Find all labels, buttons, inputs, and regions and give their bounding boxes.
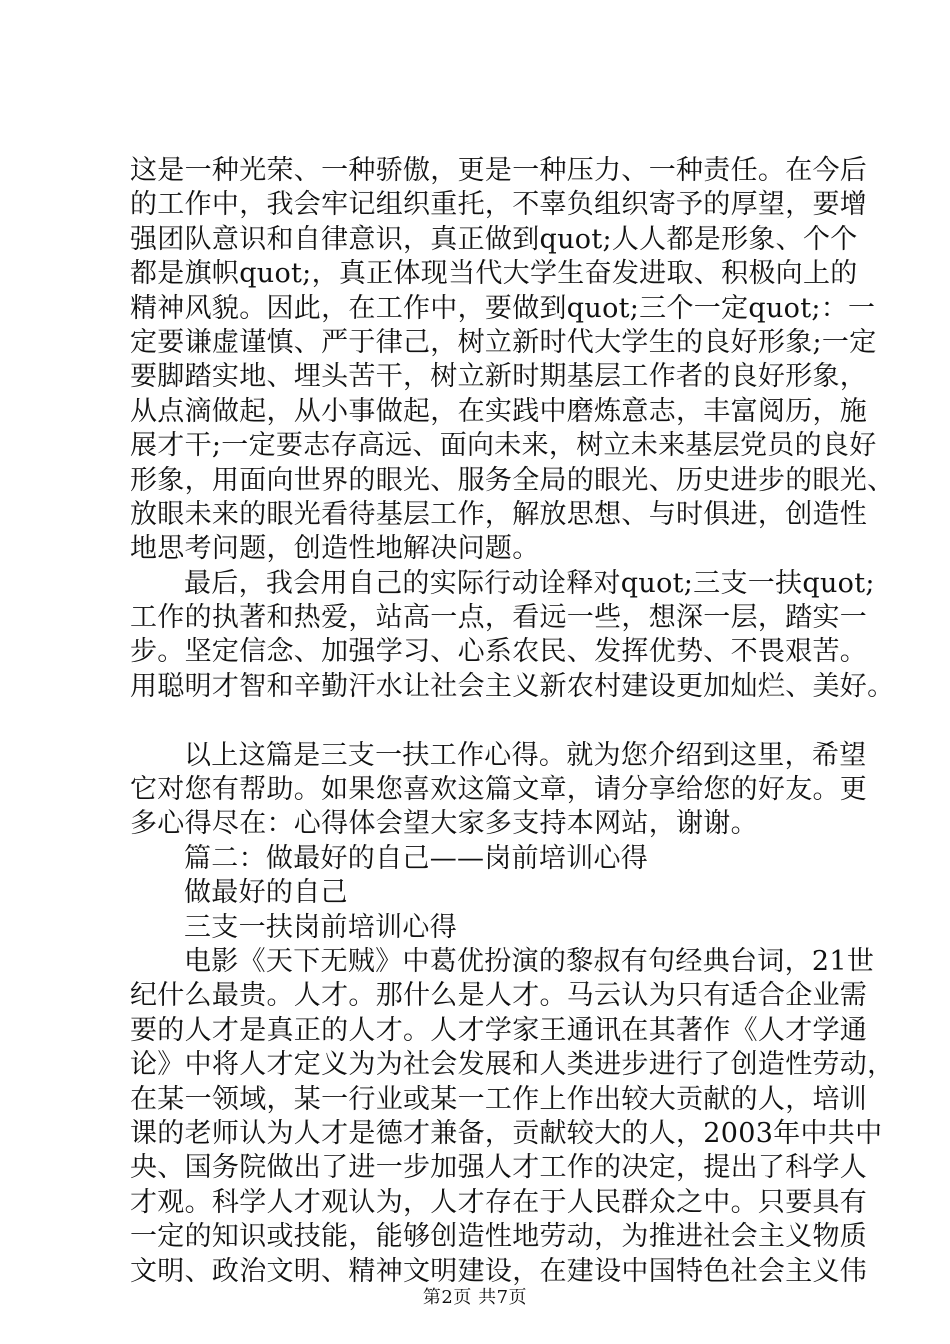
text-line: 用聪明才智和辛勤汗水让社会主义新农村建设更加灿烂、美好。 (130, 670, 895, 702)
text-line: 要的人才是真正的人才。人才学家王通讯在其著作《人才学通 (130, 1014, 868, 1046)
page-number: 第2页 共7页 (422, 1287, 528, 1308)
text-line: 在某一领域，某一行业或某一工作上作出较大贡献的人，培训 (130, 1083, 868, 1115)
text-line: 一定的知识或技能，能够创造性地劳动，为推进社会主义物质 (130, 1221, 868, 1253)
text-line: 央、国务院做出了进一步加强人才工作的决定，提出了科学人 (130, 1152, 868, 1184)
text-line: 步。坚定信念、加强学习、心系农民、发挥优势、不畏艰苦。 (130, 636, 868, 668)
paragraph-first-line: 电影《天下无贼》中葛优扮演的黎叔有句经典台词，21世 (184, 945, 875, 977)
text-line: 才观。科学人才观认为，人才存在于人民群众之中。只要具有 (130, 1186, 868, 1218)
article-subtitle: 三支一扶岗前培训心得 (184, 911, 457, 943)
text-line: 它对您有帮助。如果您喜欢这篇文章，请分享给您的好友。更 (130, 774, 868, 806)
document-body (130, 154, 895, 1289)
text-line: 多心得尽在：心得体会望大家多支持本网站，谢谢。 (130, 808, 758, 840)
article-title: 做最好的自己 (184, 877, 348, 909)
section-heading: 篇二：做最好的自己——岗前培训心得 (184, 842, 649, 874)
text-line: 形象，用面向世界的眼光、服务全局的眼光、历史进步的眼光、 (130, 464, 895, 496)
text-line: 纪什么最贵。人才。那什么是人才。马云认为只有适合企业需 (130, 980, 868, 1012)
blank-line (130, 704, 830, 738)
text-line: 工作的执著和热爱，站高一点，看远一些，想深一层，踏实一 (130, 602, 868, 634)
text-line: 论》中将人才定义为为社会发展和人类进步进行了创造性劳动， (130, 1049, 895, 1081)
text-line: 都是旗帜quot;，真正体现当代大学生奋发进取、积极向上的 (130, 258, 858, 290)
text-line: 定要谦虚谨慎、严于律己，树立新时代大学生的良好形象;一定 (130, 326, 877, 358)
text-line: 从点滴做起，从小事做起，在实践中磨炼意志，丰富阅历，施 (130, 395, 868, 427)
text-line: 放眼未来的眼光看待基层工作，解放思想、与时俱进，创造性 (130, 498, 868, 530)
paragraph-first-line: 以上这篇是三支一扶工作心得。就为您介绍到这里，希望 (184, 739, 867, 771)
paragraph-first-line: 最后，我会用自己的实际行动诠释对quot;三支一扶quot; (184, 567, 875, 599)
text-line: 这是一种光荣、一种骄傲，更是一种压力、一种责任。在今后 (130, 155, 868, 186)
text-line: 要脚踏实地、埋头苦干，树立新时期基层工作者的良好形象， (130, 361, 868, 393)
text-line: 展才干;一定要志存高远、面向未来，树立未来基层党员的良好 (130, 430, 877, 462)
text-line: 地思考问题，创造性地解决问题。 (130, 533, 540, 565)
text-line: 的工作中，我会牢记组织重托，不辜负组织寄予的厚望，要增 (130, 189, 868, 221)
text-line: 精神风貌。因此，在工作中，要做到quot;三个一定quot;：一 (130, 292, 876, 324)
text-line: 文明、政治文明、精神文明建设，在建设中国特色社会主义伟 (130, 1255, 868, 1287)
text-line: 课的老师认为人才是德才兼备，贡献较大的人，2003年中共中 (130, 1117, 883, 1149)
text-line: 强团队意识和自律意识，真正做到quot;人人都是形象、个个 (130, 223, 858, 255)
